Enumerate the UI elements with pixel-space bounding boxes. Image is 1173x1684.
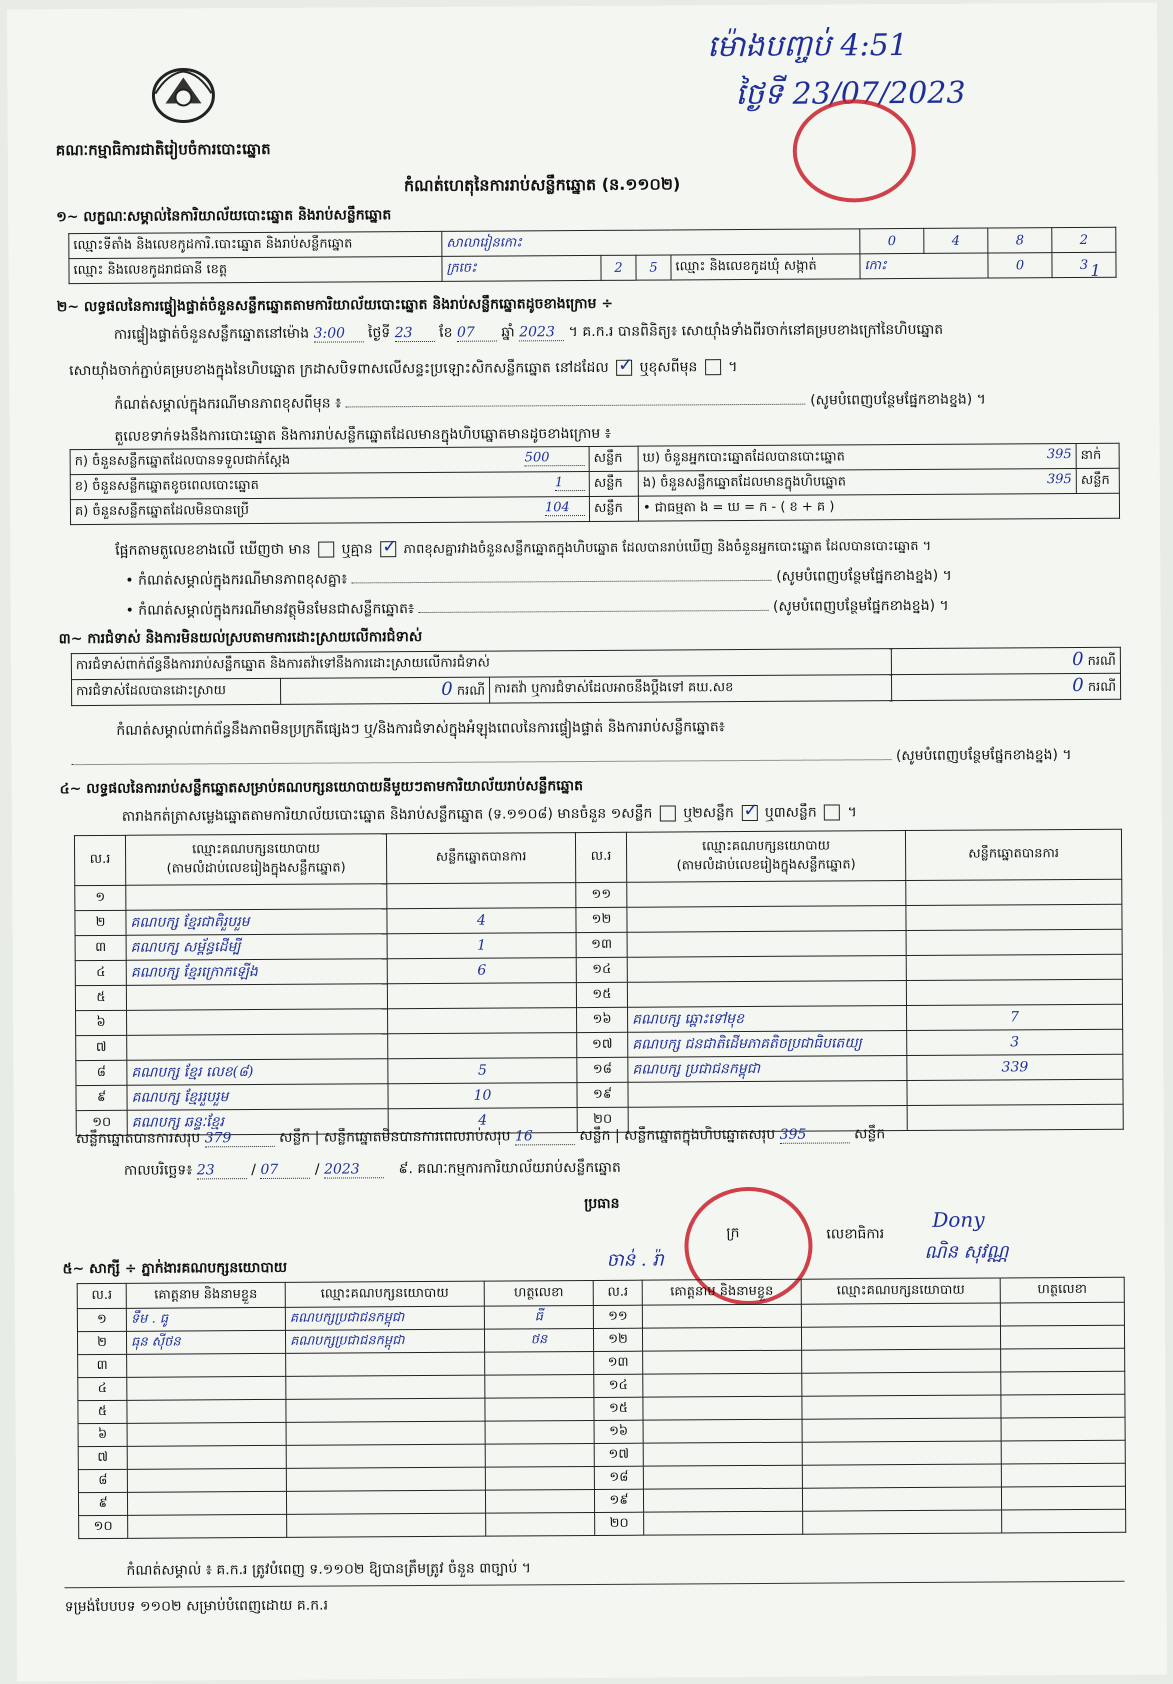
section3-title: ៣~ ការជំទាស់ និងការមិនយល់ស្របតាមការដោះស្រាយលើការជំទាស់ [58, 629, 423, 648]
bullet2-label: • កំណត់សម្គាល់ក្នុងករណីមានវត្ថុមិនមែនជាសន្លឹកឆ្នោត៖ [125, 601, 415, 619]
section1-table [68, 227, 1116, 284]
row-no: ១ [75, 885, 126, 910]
row-no: ១៨ [594, 1466, 643, 1489]
section5-title: ៥~ សាក្សី ÷ ភ្នាក់ងារគណបក្សនយោបាយ [62, 1259, 288, 1278]
witness-signature[interactable] [1002, 1509, 1126, 1533]
handwritten-date: ថ្ងៃទី 23/07/2023 [735, 75, 966, 113]
total-valid-label: សន្លឹកឆ្នោតបានការសរុប [75, 1130, 201, 1148]
witness-name[interactable] [642, 1327, 801, 1351]
bullet1-line [125, 565, 1115, 592]
section1-title: ១~ លក្ខណៈសម្គាល់នៃការិយាល័យបោះឆ្នោត និងរាប់សន្លឹកឆ្នោត [56, 207, 392, 226]
note1-suffix: (សូមបំពេញបន្ថែមផ្នែកខាងខ្នង) ។ [810, 391, 986, 409]
total-valid[interactable]: 379 [205, 1130, 275, 1147]
witness-name[interactable] [128, 1514, 287, 1538]
row-no: ៣ [75, 935, 126, 960]
section3-note-field[interactable] [72, 759, 892, 765]
figure-ka-label: ក) ចំនួនសន្លឹកឆ្នោតដែលបានទទួលជាក់ស្តែង [74, 452, 291, 469]
figure-kha-label: ខ) ចំនួនសន្លឹកឆ្នោតខូចពេលបោះឆ្នោត [74, 477, 259, 494]
witness-signature[interactable] [485, 1397, 594, 1421]
witness-party[interactable] [803, 1510, 1002, 1534]
row-no: ៨ [78, 1469, 127, 1492]
total-box-label: សន្លឹកឆ្នោតក្នុងហិបឆ្នោតសរុប [624, 1126, 776, 1144]
date-month[interactable]: 07 [260, 1162, 310, 1179]
formula: • ជាធម្មតា ង = ឃ = ក - ( ខ + គ ) [638, 493, 1119, 521]
verify-line-1 [114, 320, 943, 346]
vote-count[interactable] [387, 983, 576, 1009]
total-box[interactable]: 395 [780, 1126, 850, 1143]
witness-signature[interactable] [485, 1466, 594, 1490]
party-name[interactable]: គណបក្ស ខ្មែររួបរួម [127, 1084, 388, 1111]
party-name[interactable]: គណបក្ស ឆ្ពោះទៅមុខ [628, 1006, 907, 1033]
province-label: ឈ្មោះ និងលេខកូដរាជធានី ខេត្ត [69, 256, 442, 283]
appeal-count-cell [891, 673, 1120, 700]
witness-name[interactable] [643, 1419, 802, 1443]
note1-line [114, 389, 1114, 416]
bullet2-suffix: (សូមបំពេញបន្ថែមផ្នែកខាងខ្នង) ។ [772, 597, 949, 615]
note1-label: កំណត់សម្គាល់ក្នុងករណីមានភាពខុសពីមុន ៖ [114, 395, 342, 413]
witness-name[interactable] [127, 1422, 286, 1446]
row-no: ៥ [75, 985, 126, 1010]
row-no: ១៩ [577, 1082, 628, 1107]
section2-title: ២~ លទ្ធផលនៃការផ្ទៀងផ្ទាត់ចំនួនសន្លឹកឆ្នោតតាមការិយាល័យបោះឆ្នោត និងរាប់សន្លឹកឆ្នោតដូចខាងក្រោម ÷ [56, 295, 614, 316]
row-no: ១០ [79, 1515, 128, 1538]
col-party-title: ឈ្មោះគណបក្សនយោបាយ [701, 838, 831, 854]
col-party-sub: (តាមលំដាប់លេខរៀងក្នុងសន្លឹកឆ្នោត) [166, 859, 346, 877]
witness-table [77, 1277, 1127, 1539]
form-title: កំណត់ហេតុនៃការរាប់សន្លឹកឆ្នោត (ន.១១០២) [403, 174, 681, 196]
witness-signature[interactable] [1001, 1348, 1125, 1372]
commune-label: ឈ្មោះ និងលេខកូដឃុំ សង្កាត់ [671, 254, 860, 280]
bullet1-label: • កំណត់សម្គាល់ក្នុងករណីមានភាពខុសគ្នា៖ [125, 571, 348, 589]
witness-party[interactable] [286, 1375, 485, 1399]
station-code-digit[interactable]: 0 [860, 228, 924, 253]
results-table [74, 829, 1124, 1136]
secretary-name: ណិន សុវណ្ណ [924, 1241, 1009, 1263]
row-no: ២០ [595, 1512, 644, 1535]
verify-line2-text: សោយ៉ាំងចាក់ភ្ជាប់គម្របខាងក្នុងនៃហិបឆ្នោត ក្រដាសបិទពាសលើសន្ទះប្រឡោះសិកសន្លឹកឆ្នោត នៅដដែល [69, 359, 609, 380]
row-no: ៨ [76, 1060, 127, 1085]
no-difference-checkbox[interactable] [380, 536, 398, 558]
station-label: ឈ្មោះទីតាំង និងលេខកូដការិ.បោះឆ្នោត និងរាប់សន្លឹកឆ្នោត [69, 231, 442, 258]
col-party-title: ឈ្មោះគណបក្សនយោបាយ [192, 841, 321, 857]
witness-name[interactable] [127, 1376, 286, 1400]
witness-party[interactable] [802, 1395, 1001, 1419]
verify-month[interactable]: 07 [457, 325, 497, 342]
unit-sheet: សន្លឹក [589, 446, 638, 471]
footer-form-ref: ទម្រង់បែបបទ ១១០២ សម្រាប់បំពេញដោយ គ.ក.រ [64, 1597, 329, 1616]
province-code-digit[interactable]: 2 [601, 255, 636, 280]
verify-or: ឬខុសពីមុន [639, 359, 698, 376]
witness-signature[interactable] [1001, 1486, 1125, 1510]
commune-name[interactable]: កោះ [860, 253, 988, 279]
witness-name[interactable] [643, 1465, 802, 1489]
witness-signature[interactable] [1001, 1394, 1125, 1418]
one-sheet-checkbox[interactable] [660, 805, 676, 821]
row-no: ១៤ [594, 1374, 643, 1397]
vote-count[interactable] [387, 883, 576, 909]
witness-party[interactable] [286, 1398, 485, 1422]
section3-note: កំណត់សម្គាល់ពាក់ព័ន្ធនឹងភាពមិនប្រក្រតីផ្សេងៗ ឬ/និងការជំទាស់ក្នុងអំឡុងពេលនៃការផ្ទៀងផ្ទាត់ និងការរាប់សន្លឹកឆ្នោត៖ [116, 719, 725, 739]
different-checkbox[interactable] [705, 359, 721, 375]
vote-count[interactable]: 10 [388, 1083, 577, 1109]
resolved-count[interactable]: 0 [441, 678, 453, 700]
figure-ka [70, 446, 589, 474]
handwritten-end-time: ម៉ោងបញ្ចប់ 4:51 [707, 28, 908, 65]
row-no: ៥ [78, 1400, 127, 1423]
party-name[interactable] [627, 956, 906, 983]
row-no: ៤ [75, 960, 126, 985]
party-name[interactable]: គណបក្ស ឆន្ទៈខ្មែរ [127, 1109, 388, 1136]
section3-note-suffix: (សូមបំពេញបន្ថែមផ្នែកខាងខ្នង) ។ [895, 747, 1072, 765]
vote-count[interactable] [906, 879, 1122, 905]
witness-name[interactable] [127, 1445, 286, 1469]
col-sign: ហត្ថលេខា [1000, 1277, 1124, 1303]
party-name[interactable] [127, 1034, 388, 1061]
total-invalid[interactable]: 16 [515, 1128, 575, 1145]
witness-party[interactable]: គណបក្សប្រជាជនកម្ពុជា [285, 1329, 484, 1353]
objection-count-cell [891, 647, 1120, 674]
witness-signature[interactable] [485, 1420, 594, 1444]
check-mark-icon: ✓ [618, 354, 634, 376]
witness-name[interactable] [643, 1396, 802, 1420]
row-no: ២ [75, 910, 126, 935]
witness-signature[interactable] [485, 1489, 594, 1513]
resolved-label: ការជំទាស់ដែលបានដោះស្រាយ [71, 678, 280, 705]
unit-person: នាក់ [1076, 443, 1119, 468]
figure-ko-value[interactable]: 104 [545, 500, 585, 516]
verify-day[interactable]: 23 [395, 325, 435, 342]
vote-count[interactable] [906, 954, 1122, 980]
col-votes: សន្លឹកឆ្នោតបានការ [386, 833, 575, 884]
unit-case: ករណី [1087, 679, 1117, 695]
figure-kho-label: ឃ) ចំនួនអ្នកបោះឆ្នោតដែលបានបោះឆ្នោត [642, 448, 845, 466]
verify-prefix: ការផ្ទៀងផ្ទាត់ចំនួនសន្លឹកឆ្នោតនៅម៉ោង [113, 325, 310, 343]
unit-case: ករណី [456, 683, 486, 699]
bullet1-field[interactable] [352, 580, 772, 584]
station-name[interactable]: សាលារៀនកោះ [442, 229, 860, 257]
party-name[interactable]: គណបក្ស ជនជាតិដើមភាគតិចប្រជាធិបតេយ្យ [628, 1031, 907, 1058]
witness-name[interactable]: ធុន ស៊ីថន [126, 1330, 285, 1354]
figure-kha [70, 471, 589, 499]
has-difference-checkbox[interactable] [318, 542, 334, 558]
row-no: ៦ [78, 1423, 127, 1446]
witness-party[interactable] [801, 1303, 1000, 1327]
unit-sheet: សន្លឹក [579, 1127, 611, 1145]
vote-count[interactable]: 1 [387, 933, 576, 959]
witness-party[interactable] [801, 1326, 1000, 1350]
party-name[interactable] [126, 984, 387, 1011]
witness-name[interactable] [127, 1468, 286, 1492]
section4-title: ៤~ លទ្ធផលនៃការរាប់សន្លឹកឆ្នោតសម្រាប់គណបក្សនយោបាយនីមួយៗតាមការិយាល័យរាប់សន្លឹកឆ្នោត [59, 778, 584, 798]
witness-name[interactable] [127, 1353, 286, 1377]
station-code-digit[interactable]: 4 [924, 228, 988, 253]
row-no: ១៧ [577, 1032, 628, 1057]
date-day[interactable]: 23 [197, 1162, 247, 1179]
row-no: ១៣ [594, 1351, 643, 1374]
secretary-label: លេខាធិការ [826, 1226, 885, 1243]
province-code-digit[interactable]: 5 [636, 255, 671, 280]
witness-name[interactable] [127, 1491, 286, 1515]
figure-kho-value[interactable]: 395 [1046, 446, 1072, 462]
row-no: ៦ [76, 1010, 127, 1035]
row-no: ១០ [76, 1110, 127, 1135]
row-no: ១៤ [576, 957, 627, 982]
secretary-signature: Dony [932, 1207, 985, 1232]
compare-suffix: ភាពខុសគ្នារវាងចំនួនសន្លឹកឆ្នោតក្នុងហិបឆ្នោត ដែលបានរាប់ឃើញ និងចំនួនអ្នកបោះឆ្នោត ដែលបានបោះឆ្នោត ។ [403, 538, 932, 558]
witness-signature[interactable] [486, 1512, 595, 1536]
check-mark-icon: ✓ [382, 536, 398, 558]
witness-name[interactable] [127, 1399, 286, 1423]
date-line: កាលបរិច្ឆេទ៖ 23 / 07 / 2023 ៩. គណៈកម្មការការិយាល័យរាប់សន្លឹកឆ្នោត [123, 1159, 621, 1179]
section3-note-line [71, 745, 1121, 772]
station-code-digit[interactable]: 8 [988, 228, 1052, 253]
footer-divider [65, 1581, 1125, 1588]
bullet2-field[interactable] [419, 610, 769, 613]
vote-count[interactable]: 6 [387, 958, 576, 984]
row-no: ១៦ [594, 1420, 643, 1443]
commune-code-digit[interactable]: 0 [988, 253, 1052, 278]
three-sheet-checkbox[interactable] [824, 804, 840, 820]
same-checkbox[interactable] [616, 354, 634, 376]
figures-table [70, 443, 1120, 525]
col-party: ឈ្មោះគណបក្សនយោបាយ [285, 1281, 484, 1307]
row-no: ៩ [76, 1085, 127, 1110]
col-no: ល.រ [74, 835, 125, 885]
col-votes: សន្លឹកឆ្នោតបានការ [905, 829, 1121, 880]
col-name: គោត្តនាម និងនាមខ្លួន [642, 1279, 801, 1305]
col-party: ឈ្មោះគណបក្សនយោបាយ [801, 1278, 1000, 1304]
witness-party[interactable]: គណបក្សប្រជាជនកម្ពុជា [285, 1306, 484, 1330]
vote-count[interactable]: 4 [388, 1108, 577, 1134]
row-no: ១ [77, 1308, 126, 1331]
party-name[interactable] [127, 1009, 388, 1036]
witness-party[interactable] [287, 1513, 486, 1537]
witness-signature[interactable]: ធី [484, 1305, 593, 1329]
row-no: ៤ [78, 1377, 127, 1400]
totals-line: សន្លឹកឆ្នោតបានការសរុប 379 សន្លឹក | សន្លឹកឆ្នោតមិនបានការពេលរាប់សរុប 16 សន្លឹក | សន្លឹកឆ្នោតក្នុងហិបឆ្នោតសរុប 395 សន្លឹក [75, 1126, 886, 1148]
verify-time[interactable]: 3:00 [314, 325, 364, 342]
party-name[interactable] [627, 906, 906, 933]
col-party [125, 834, 386, 886]
resolved-count-cell [280, 677, 489, 704]
vote-count[interactable]: 339 [907, 1054, 1123, 1080]
witness-signature[interactable] [1001, 1463, 1125, 1487]
row-no: ៣ [78, 1354, 127, 1377]
vote-count[interactable] [907, 1104, 1123, 1130]
president-name: ចាន់ . រ៉ា [606, 1249, 664, 1271]
figure-kho [638, 444, 1076, 472]
committee-sign: ៩. គណៈកម្មការការិយាល័យរាប់សន្លឹកឆ្នោត [398, 1159, 621, 1178]
witness-signature[interactable] [1000, 1302, 1124, 1326]
party-name[interactable]: គណបក្ស ខ្មែរក្រោកឡើង [126, 959, 387, 986]
unit-sheet: សន្លឹក [1076, 468, 1119, 493]
figure-ngo [638, 469, 1076, 497]
figure-kha-value[interactable]: 1 [555, 475, 585, 491]
verify-line-2: សោយ៉ាំងចាក់ភ្ជាប់គម្របខាងក្នុងនៃហិបឆ្នោត ក្រដាសបិទពាសលើសន្ទះប្រឡោះសិកសន្លឹកឆ្នោត នៅដដែល ✓ ឬខុសពីមុន ។ [69, 354, 738, 380]
commune-code-digit-last[interactable]: 1 [1090, 260, 1101, 280]
figure-ngo-label: ង) ចំនួនសន្លឹកឆ្នោតដែលមានក្នុងហិបឆ្នោត [642, 473, 846, 491]
witness-signature[interactable] [485, 1351, 594, 1375]
figure-ko-label: គ) ចំនួនសន្លឹកឆ្នោតដែលមិនបានប្រើ [74, 502, 250, 519]
party-name[interactable]: គណបក្ស ប្រជាជនកម្ពុជា [628, 1056, 907, 1083]
witness-party[interactable] [286, 1352, 485, 1376]
witness-signature[interactable] [1001, 1371, 1125, 1395]
unit-sheet: សន្លឹក [589, 471, 638, 496]
commune-code-digit[interactable]: 3 [1052, 252, 1116, 277]
party-name[interactable] [627, 881, 906, 908]
row-no: ៧ [78, 1446, 127, 1469]
col-no: ល.រ [77, 1283, 126, 1308]
appeal-count[interactable]: 0 [1072, 674, 1084, 697]
row-no: ១៥ [594, 1397, 643, 1420]
col-name: គោត្តនាម និងនាមខ្លួន [126, 1282, 285, 1308]
party-name[interactable] [627, 981, 906, 1008]
total-invalid-label: សន្លឹកឆ្នោតមិនបានការពេលរាប់សរុប [323, 1128, 511, 1146]
verify-suffix: ។ គ.ក.រ បានពិនិត្យ៖ សោយ៉ាំងទាំងពីរចាក់នៅគម្របខាងក្រៅនៃហិបឆ្នោត [568, 321, 944, 341]
witness-signature[interactable] [485, 1443, 594, 1467]
witness-party[interactable] [286, 1444, 485, 1468]
row-no: ១៣ [576, 932, 627, 957]
president-label: ប្រធាន [584, 1195, 620, 1213]
witness-name[interactable] [642, 1304, 801, 1328]
witness-signature[interactable] [485, 1374, 594, 1398]
witness-party[interactable] [286, 1467, 485, 1491]
vote-count[interactable]: 3 [907, 1029, 1123, 1055]
compare-prefix: ផ្អែកតាមតួលេខខាងលើ ឃើញថា មាន [115, 541, 311, 559]
row-no: ១៧ [594, 1443, 643, 1466]
witness-party[interactable] [802, 1349, 1001, 1373]
row-no: ១១ [593, 1305, 642, 1328]
witness-signature[interactable]: ថន [484, 1328, 593, 1352]
party-name[interactable]: គណបក្ស ខ្មែរ លេខ(៨) [127, 1059, 388, 1086]
party-name[interactable] [126, 884, 387, 911]
figures-intro: តួលេខទាក់ទងនឹងការបោះឆ្នោត និងការរាប់សន្លឹកឆ្នោតដែលមានក្នុងហិបឆ្នោតមានដូចខាងក្រោម ៖ [114, 425, 611, 445]
party-name[interactable] [628, 1081, 907, 1108]
witness-party[interactable] [802, 1441, 1001, 1465]
col-party-sub: (តាមលំដាប់លេខរៀងក្នុងសន្លឹកឆ្នោត) [676, 856, 856, 873]
party-name[interactable] [627, 931, 906, 958]
witness-signature[interactable] [1000, 1325, 1124, 1349]
vote-count[interactable]: 4 [387, 908, 576, 934]
row-no: ៩ [78, 1492, 127, 1515]
objection-count[interactable]: 0 [1071, 648, 1084, 671]
vote-count[interactable] [388, 1008, 577, 1034]
party-name[interactable]: គណបក្ស សម្ព័ន្ធដើម្បី [126, 934, 387, 961]
col-party [626, 831, 905, 883]
row-no: ១៩ [594, 1489, 643, 1512]
row-no: ១៥ [576, 982, 627, 1007]
check-mark-icon: ✓ [743, 799, 759, 822]
witness-party[interactable] [802, 1372, 1001, 1396]
verify-year-label: ឆ្នាំ [501, 324, 515, 341]
witness-party[interactable] [802, 1464, 1001, 1488]
row-no: ១២ [576, 907, 627, 932]
col-no: ល.រ [593, 1280, 642, 1305]
committee-name: គណៈកម្មាធិការជាតិរៀបចំការបោះឆ្នោត [55, 139, 271, 160]
witness-party[interactable] [802, 1418, 1001, 1442]
witness-party[interactable] [286, 1421, 485, 1445]
appeal-label: ការតវ៉ា ឬការជំទាស់ដែលអាចនឹងប្តឹងទៅ គឃ.សខ [489, 675, 891, 703]
date-year[interactable]: 2023 [324, 1161, 384, 1178]
witness-name[interactable] [643, 1373, 802, 1397]
row-no: ៧ [76, 1035, 127, 1060]
objection-label: ការជំទាស់ពាក់ព័ន្ធនឹងការរាប់សន្លឹកឆ្នោត និងការតវ៉ាទៅនឹងការដោះស្រាយលើការជំទាស់ [71, 649, 891, 680]
row-no: ១៨ [577, 1057, 628, 1082]
date-label: កាលបរិច្ឆេទ៖ [123, 1162, 193, 1179]
unit-sheet: សន្លឹក [854, 1126, 886, 1143]
vote-count[interactable] [907, 1079, 1123, 1105]
footer-note: កំណត់សម្គាល់ ៖ គ.ក.រ ត្រូវបំពេញ ទ.១១០២ ឱ្យបានត្រឹមត្រូវ ចំនួន ៣ច្បាប់ ។ [126, 1560, 532, 1579]
witness-party[interactable] [286, 1490, 485, 1514]
compare-or: ឬគ្មាន [341, 541, 373, 558]
witness-name[interactable] [643, 1350, 802, 1374]
province-name[interactable]: ក្រចេះ [442, 255, 601, 281]
station-code-digit[interactable]: 2 [1052, 227, 1116, 252]
row-no: ២ [77, 1331, 126, 1354]
section3-table [71, 647, 1121, 706]
row-no: ២០ [577, 1107, 628, 1132]
attach-note: តារាងកត់ត្រាសម្លេងឆ្នោតតាមការិយាល័យបោះឆ្នោត និងរាប់សន្លឹកឆ្នោត (ទ.១១០៨) មានចំនួន ១សន្លឹក [121, 805, 653, 825]
witness-signature[interactable] [1001, 1417, 1125, 1441]
col-sign: ហត្ថលេខា [484, 1280, 593, 1306]
unit-case: ករណី [1087, 653, 1116, 669]
attach-line: តារាងកត់ត្រាសម្លេងឆ្នោតតាមការិយាល័យបោះឆ្នោត និងរាប់សន្លឹកឆ្នោត (ទ.១១០៨) មានចំនួន ១សន្លឹក ឬ២សន្លឹក ✓ ឬ៣សន្លឹក ។ [121, 799, 857, 825]
vote-count[interactable] [388, 1033, 577, 1059]
compare-line [115, 536, 931, 562]
verify-day-label: ថ្ងៃទី [367, 325, 391, 342]
vote-count[interactable]: 5 [388, 1058, 577, 1084]
member-label: ក្រ [726, 1225, 740, 1242]
row-no: ១១ [576, 882, 627, 907]
row-no: ១៦ [577, 1007, 628, 1032]
row-no: ១២ [593, 1328, 642, 1351]
witness-name[interactable] [643, 1442, 802, 1466]
bullet2-line [126, 595, 1116, 622]
vote-count[interactable]: 7 [907, 1004, 1123, 1030]
witness-name[interactable] [644, 1511, 803, 1535]
unit-sheet: សន្លឹក [589, 496, 638, 521]
verify-year[interactable]: 2023 [519, 324, 564, 341]
figure-ka-value[interactable]: 500 [525, 450, 585, 466]
vote-count[interactable] [906, 929, 1122, 955]
unit-sheet: សន្លឹក [279, 1129, 311, 1146]
vote-count[interactable] [906, 904, 1122, 930]
verify-month-label: ខែ [439, 324, 453, 341]
witness-signature[interactable] [1001, 1440, 1125, 1464]
witness-name[interactable]: ទឹម . ធូ [126, 1307, 285, 1331]
party-name[interactable]: គណបក្ស ខ្មែរជាតិរួបរួម [126, 909, 387, 936]
two-sheet-checkbox[interactable] [741, 799, 759, 822]
emblem-logo [147, 63, 219, 127]
attach-opt2: ឬ២សន្លឹក [683, 805, 734, 822]
witness-name[interactable] [643, 1488, 802, 1512]
note1-field[interactable] [346, 404, 806, 408]
official-stamp-top [792, 99, 916, 203]
attach-opt3: ឬ៣សន្លឹក [764, 804, 817, 821]
figure-ko [70, 496, 589, 524]
vote-count[interactable] [906, 979, 1122, 1005]
bullet1-suffix: (សូមបំពេញបន្ថែមផ្នែកខាងខ្នង) ។ [776, 567, 952, 585]
witness-party[interactable] [802, 1487, 1001, 1511]
figure-ngo-value[interactable]: 395 [1046, 471, 1072, 487]
col-no: ល.រ [575, 832, 626, 882]
form-page [7, 3, 1167, 1682]
